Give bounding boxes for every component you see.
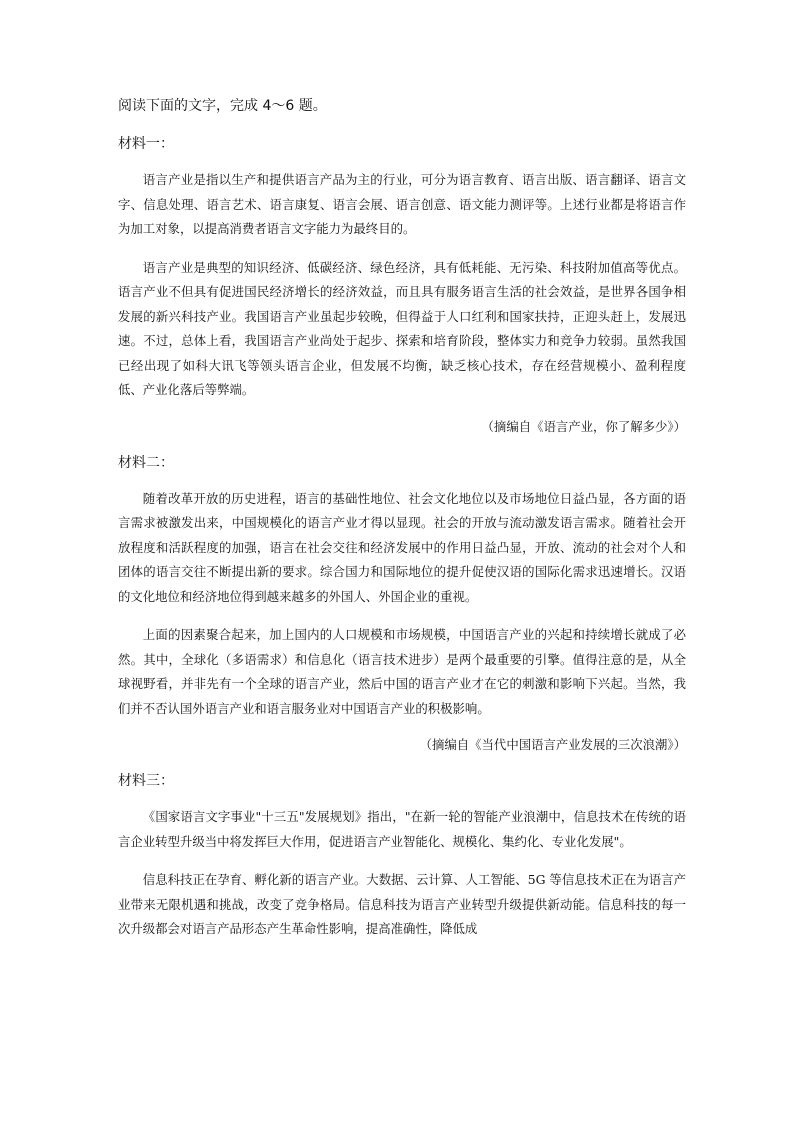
material-two-heading: 材料二： xyxy=(118,454,174,471)
material-three-paragraph-2: 信息科技正在孕育、孵化新的语言产业。大数据、云计算、人工智能、5G 等信息技术正在为语言产业带来无限机遇和挑战，改变了竞争格局。信息科技为语言产业转型升级提供新动能。信息科技的每一次升级都会对语言产品形态产生革命性影响，提高准确性，降低成 xyxy=(118,872,686,936)
material-three xyxy=(118,771,686,942)
reading-instruction: 阅读下面的文字，完成 4～6 题。 xyxy=(118,98,327,114)
material-three-heading: 材料三： xyxy=(118,773,174,789)
material-two xyxy=(118,453,686,756)
material-one-paragraph-2: 语言产业是典型的知识经济、低碳经济、绿色经济，具有低耗能、无污染、科技附加值高等优点。语言产业不但具有促进国民经济增长的经济效益，而且具有服务语言生活的社会效益，是世界各国争相发展的新兴科技产业。我国语言产业虽起步较晚，但得益于人口红利和国家扶持，正迎头赶上，发展迅速。不过，总体上看，我国语言产业尚处于起步、探索和培育阶段，整体实力和竞争力较弱。虽然我国已经出现了如科大讯飞等领头语言企业，但发展不均衡，缺乏核心技术，存在经营规模小、盈利程度低、产业化落后等弊端。 xyxy=(118,259,686,397)
material-one xyxy=(118,134,686,437)
material-three-paragraph-1: 《国家语言文字事业"十三五"发展规划》指出，"在新一轮的智能产业浪潮中，信息技术在传统的语言企业转型升级当中将发挥巨大作用，促进语言产业智能化、规模化、集约化、专业化发展"。 xyxy=(118,809,686,849)
material-one-heading: 材料一： xyxy=(118,136,174,152)
material-one-source: （摘编自《语言产业，你了解多少》） xyxy=(481,418,686,434)
material-two-paragraph-1: 随着改革开放的历史进程，语言的基础性地位、社会文化地位以及市场地位日益凸显，各方面的语言需求被激发出来，中国规模化的语言产业才得以显现。社会的开放与流动激发语言需求。随着社会开放程度和活跃程度的加强，语言在社会交往和经济发展中的作用日益凸显，开放、流动的社会对个人和团体的语言交往不断提出新的要求。综合国力和国际地位的提升促使汉语的国际化需求迅速增长。汉语的文化地位和经济地位得到越来越多的外国人、外国企业的重视。 xyxy=(118,490,686,604)
document-page xyxy=(118,96,686,956)
material-two-paragraph-2: 上面的因素聚合起来，加上国内的人口规模和市场规模，中国语言产业的兴起和持续增长就成了必然。其中，全球化（多语需求）和信息化（语言技术进步）是两个最重要的引擎。值得注意的是，从全球视野看，并非先有一个全球的语言产业，然后中国的语言产业才在它的刺激和影响下兴起。当然，我们并不否认国外语言产业和语言服务业对中国语言产业的积极影响。 xyxy=(118,627,686,716)
material-one-paragraph-1: 语言产业是指以生产和提供语言产品为主的行业，可分为语言教育、语言出版、语言翻译、语言文字、信息处理、语言艺术、语言康复、语言会展、语言创意、语文能力测评等。上述行业都是将语言作为加工对象，以提高消费者语言文字能力为最终目的。 xyxy=(118,172,686,236)
material-two-source: （摘编自《当代中国语言产业发展的三次浪潮》） xyxy=(419,737,686,752)
